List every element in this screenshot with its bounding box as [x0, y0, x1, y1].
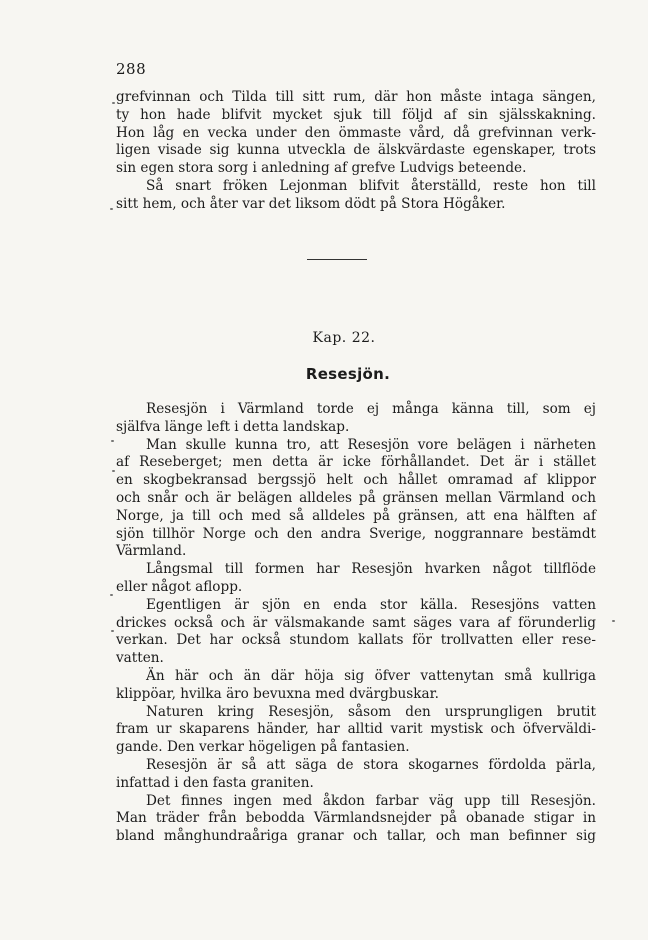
text-line: Det finnes ingen med åkdon farbar väg upp till Resesjön.: [146, 792, 596, 809]
text-line: eller något aflopp.: [116, 578, 243, 595]
text-line: själfva länge left i detta landskap.: [116, 418, 350, 435]
text-line: sitt hem, och åter var det liksom dödt på Stora Högåker.: [116, 195, 506, 212]
chapter-label-text: Kap. 22.: [312, 330, 376, 346]
scan-speck: [612, 620, 615, 622]
text-line: Så snart fröken Lejonman blifvit återställd, reste hon till: [146, 177, 596, 194]
text-line: verkan. Det har också stundom kallats för trollvatten eller rese-: [116, 632, 596, 649]
text-line: vatten.: [116, 650, 164, 667]
scan-speck: [112, 102, 115, 104]
scan-speck: [110, 594, 113, 596]
text-line: Man träder från bebodda Värmlandsnejder på obanade stigar in: [116, 810, 596, 827]
text-line: sjön tillhör Norge och den andra Sverige, noggrannare bestämdt: [116, 525, 596, 542]
text-line: en skogbekransad bergssjö helt och hållet omramad af klippor: [116, 472, 596, 489]
scan-speck: [111, 440, 114, 442]
chapter-title: [0, 365, 648, 383]
text-line: fram ur skaparens händer, har alltid varit mystisk och öfverväldi-: [116, 721, 596, 738]
page-number: 288: [116, 60, 147, 78]
text-line: Än här och än där höja sig öfver vattenytan små kullriga: [146, 667, 596, 684]
scan-speck: [112, 470, 115, 472]
section-separator-rule: [307, 259, 367, 260]
text-line: af Reseberget; men detta är icke förhållandet. Det är i stället: [116, 454, 596, 471]
text-line: Resesjön i Värmland torde ej många känna till, som ej: [146, 401, 596, 417]
paragraph-block-previous-chapter: [116, 89, 596, 214]
text-line: Naturen kring Resesjön, såsom den ursprungligen brutit: [146, 703, 596, 720]
scan-speck: [111, 630, 114, 632]
text-line: Värmland.: [116, 543, 187, 560]
text-line: och snår och är belägen alldeles på gränsen mellan Värmland och: [116, 489, 596, 506]
text-line: Norge, ja till och med så alldeles på gränsen, att ena hälften af: [116, 507, 596, 524]
chapter-label: [0, 330, 648, 346]
text-line: Resesjön är så att säga de stora skogarnes fördolda pärla,: [146, 756, 596, 773]
text-line: Man skulle kunna tro, att Resesjön vore belägen i närheten: [146, 436, 596, 453]
text-line: ligen visade sig kunna utveckla de älskvärdaste egenskaper, trots: [116, 142, 596, 159]
text-line: ty hon hade blifvit mycket sjuk till följd af sin själsskakning.: [116, 106, 596, 123]
text-line: Hon låg en vecka under den ömmaste vård, då grefvinnan verk-: [116, 124, 596, 141]
text-line: Egentligen är sjön en enda stor källa. Resesjöns vatten: [146, 596, 596, 613]
paragraph-block-chapter-22: [116, 401, 596, 846]
text-line: klippöar, hvilka äro bevuxna med dvärgbuskar.: [116, 685, 439, 702]
text-line: gande. Den verkar högeligen på fantasien.: [116, 739, 410, 756]
text-line: infattad i den fasta graniten.: [116, 774, 314, 791]
text-line: bland månghundraåriga granar och tallar, och man befinner sig: [116, 828, 596, 845]
chapter-title-text: Resesjön.: [305, 365, 391, 383]
text-line: grefvinnan och Tilda till sitt rum, där hon måste intaga sängen,: [116, 89, 596, 105]
text-line: drickes också och är välsmakande samt säges vara af förunderlig: [116, 614, 596, 631]
scan-speck: [110, 208, 113, 210]
text-line: Långsmal till formen har Resesjön hvarken något tillflöde: [146, 561, 596, 578]
text-line: sin egen stora sorg i anledning af grefve Ludvigs beteende.: [116, 160, 527, 177]
